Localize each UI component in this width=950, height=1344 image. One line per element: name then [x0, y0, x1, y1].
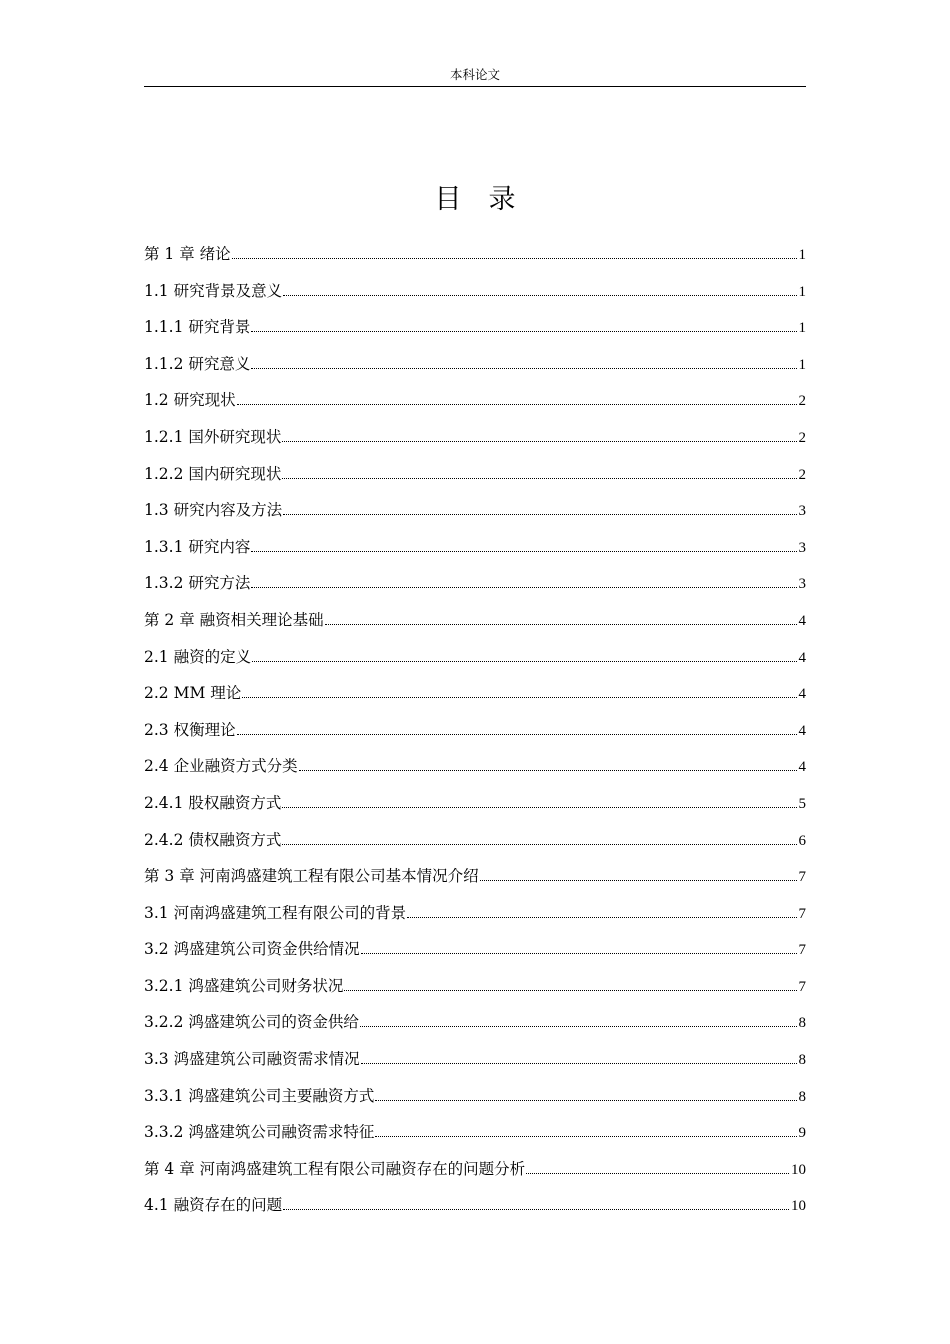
toc-entry-page: 3: [798, 576, 806, 593]
toc-entry[interactable]: [144, 386, 806, 423]
toc-entry[interactable]: [144, 679, 806, 716]
toc-leader-dots: [242, 696, 796, 698]
toc-entry[interactable]: [144, 569, 806, 606]
toc-entry-text: 1.2.1 国外研究现状: [144, 427, 282, 446]
toc-entry[interactable]: [144, 240, 806, 277]
toc-entry[interactable]: [144, 716, 806, 753]
toc-entry[interactable]: [144, 899, 806, 936]
toc-entry-page: 7: [798, 869, 806, 886]
toc-entry-text: 3.2.1 鸿盛建筑公司财务状况: [144, 976, 344, 995]
toc-entry[interactable]: [144, 752, 806, 789]
toc-entry[interactable]: [144, 643, 806, 680]
toc-leader-dots: [282, 440, 796, 442]
toc-entry-text: 3.3 鸿盛建筑公司融资需求情况: [144, 1050, 360, 1069]
toc-entry-page: 3: [798, 503, 806, 520]
toc-entry-text: 第 4 章 河南鸿盛建筑工程有限公司融资存在的问题分析: [144, 1159, 526, 1178]
toc-entry-page: 8: [798, 1052, 806, 1069]
header-rule: [144, 86, 806, 87]
toc-entry-page: 4: [798, 612, 806, 629]
toc-leader-dots: [375, 1099, 796, 1101]
toc-entry-text: 2.4.2 债权融资方式: [144, 830, 282, 849]
toc-entry-text: 3.2 鸿盛建筑公司资金供给情况: [144, 940, 360, 959]
toc-leader-dots: [252, 660, 796, 662]
toc-leader-dots: [283, 294, 796, 296]
toc-leader-dots: [251, 330, 796, 332]
toc-entry[interactable]: [144, 935, 806, 972]
toc-leader-dots: [251, 586, 796, 588]
toc-leader-dots: [232, 257, 797, 259]
toc-entry-text: 1.2 研究现状: [144, 391, 236, 410]
toc-entry-text: 第 1 章 绪论: [144, 245, 231, 263]
toc-entry[interactable]: [144, 1008, 806, 1045]
toc-entry-page: 6: [798, 832, 806, 849]
toc-entry[interactable]: [144, 972, 806, 1009]
toc-entry[interactable]: [144, 423, 806, 460]
toc-leader-dots: [282, 843, 796, 845]
toc-entry[interactable]: [144, 533, 806, 570]
toc-leader-dots: [283, 1208, 789, 1210]
toc-entry[interactable]: [144, 1155, 806, 1192]
toc-entry[interactable]: [144, 350, 806, 387]
toc-entry-page: 7: [798, 905, 806, 922]
toc-entry-text: 2.2 MM 理论: [144, 684, 242, 703]
toc-entry-page: 2: [798, 466, 806, 483]
toc-entry-page: 4: [798, 649, 806, 666]
toc-leader-dots: [344, 989, 796, 991]
toc-leader-dots: [299, 769, 797, 771]
toc-entry[interactable]: [144, 277, 806, 314]
toc-leader-dots: [251, 367, 796, 369]
toc-entry-page: 4: [798, 686, 806, 703]
toc-entry-page: 2: [798, 393, 806, 410]
toc-entry-text: 3.1 河南鸿盛建筑工程有限公司的背景: [144, 903, 407, 922]
toc-entry-text: 1.1.1 研究背景: [144, 318, 251, 337]
toc-entry-text: 1.3.2 研究方法: [144, 574, 251, 593]
toc-entry-page: 7: [798, 978, 806, 995]
toc-entry[interactable]: [144, 460, 806, 497]
toc-leader-dots: [237, 733, 797, 735]
toc-leader-dots: [480, 879, 797, 881]
toc-entry[interactable]: [144, 606, 806, 643]
toc-entry-text: 1.3.1 研究内容: [144, 537, 251, 556]
toc-entry-page: 4: [798, 722, 806, 739]
toc-entry[interactable]: [144, 1045, 806, 1082]
toc-entry-text: 1.1 研究背景及意义: [144, 281, 283, 300]
toc-leader-dots: [360, 1025, 797, 1027]
toc-entry-text: 1.1.2 研究意义: [144, 354, 251, 373]
toc-leader-dots: [361, 952, 797, 954]
toc-entry[interactable]: [144, 1191, 806, 1228]
toc-entry-page: 8: [798, 1015, 806, 1032]
toc-leader-dots: [407, 916, 796, 918]
toc-leader-dots: [251, 550, 796, 552]
toc-entry-page: 1: [798, 283, 806, 300]
toc-leader-dots: [526, 1172, 789, 1174]
toc-leader-dots: [283, 513, 796, 515]
toc-entry[interactable]: [144, 496, 806, 533]
toc-leader-dots: [282, 477, 796, 479]
toc-entry-page: 3: [798, 539, 806, 556]
toc-entry-text: 第 2 章 融资相关理论基础: [144, 610, 324, 629]
toc-entry-text: 4.1 融资存在的问题: [144, 1196, 283, 1215]
toc-entry-text: 2.1 融资的定义: [144, 647, 252, 666]
toc-entry[interactable]: [144, 789, 806, 826]
toc-entry-page: 4: [798, 759, 806, 776]
toc-leader-dots: [237, 403, 797, 405]
toc-entry-page: 1: [798, 356, 806, 373]
toc-entry[interactable]: [144, 826, 806, 863]
toc-entry-text: 2.3 权衡理论: [144, 720, 236, 739]
toc-entry-page: 7: [798, 942, 806, 959]
toc-leader-dots: [361, 1062, 797, 1064]
toc-entry-text: 3.2.2 鸿盛建筑公司的资金供给: [144, 1013, 359, 1032]
toc-entry-page: 10: [791, 1161, 806, 1178]
toc-entry-text: 1.3 研究内容及方法: [144, 501, 283, 520]
table-of-contents: [144, 240, 806, 1228]
toc-entry[interactable]: [144, 862, 806, 899]
toc-entry[interactable]: [144, 1082, 806, 1119]
toc-entry-page: 5: [798, 795, 806, 812]
toc-entry-text: 2.4 企业融资方式分类: [144, 757, 298, 776]
running-header: 本科论文: [449, 67, 500, 82]
toc-entry[interactable]: [144, 313, 806, 350]
toc-entry-text: 3.3.1 鸿盛建筑公司主要融资方式: [144, 1086, 375, 1105]
toc-leader-dots: [282, 806, 796, 808]
toc-entry-page: 1: [798, 247, 806, 263]
toc-entry-text: 1.2.2 国内研究现状: [144, 464, 282, 483]
toc-entry-text: 2.4.1 股权融资方式: [144, 793, 282, 812]
toc-entry[interactable]: [144, 1118, 806, 1155]
toc-entry-text: 第 3 章 河南鸿盛建筑工程有限公司基本情况介绍: [144, 867, 479, 886]
toc-entry-page: 10: [791, 1198, 806, 1215]
toc-entry-page: 1: [798, 320, 806, 337]
toc-entry-page: 2: [798, 429, 806, 446]
toc-entry-page: 9: [798, 1125, 806, 1142]
toc-leader-dots: [325, 623, 797, 625]
toc-leader-dots: [375, 1135, 796, 1137]
toc-entry-page: 8: [798, 1088, 806, 1105]
toc-title: 目 录: [434, 184, 516, 215]
toc-entry-text: 3.3.2 鸿盛建筑公司融资需求特征: [144, 1123, 375, 1142]
